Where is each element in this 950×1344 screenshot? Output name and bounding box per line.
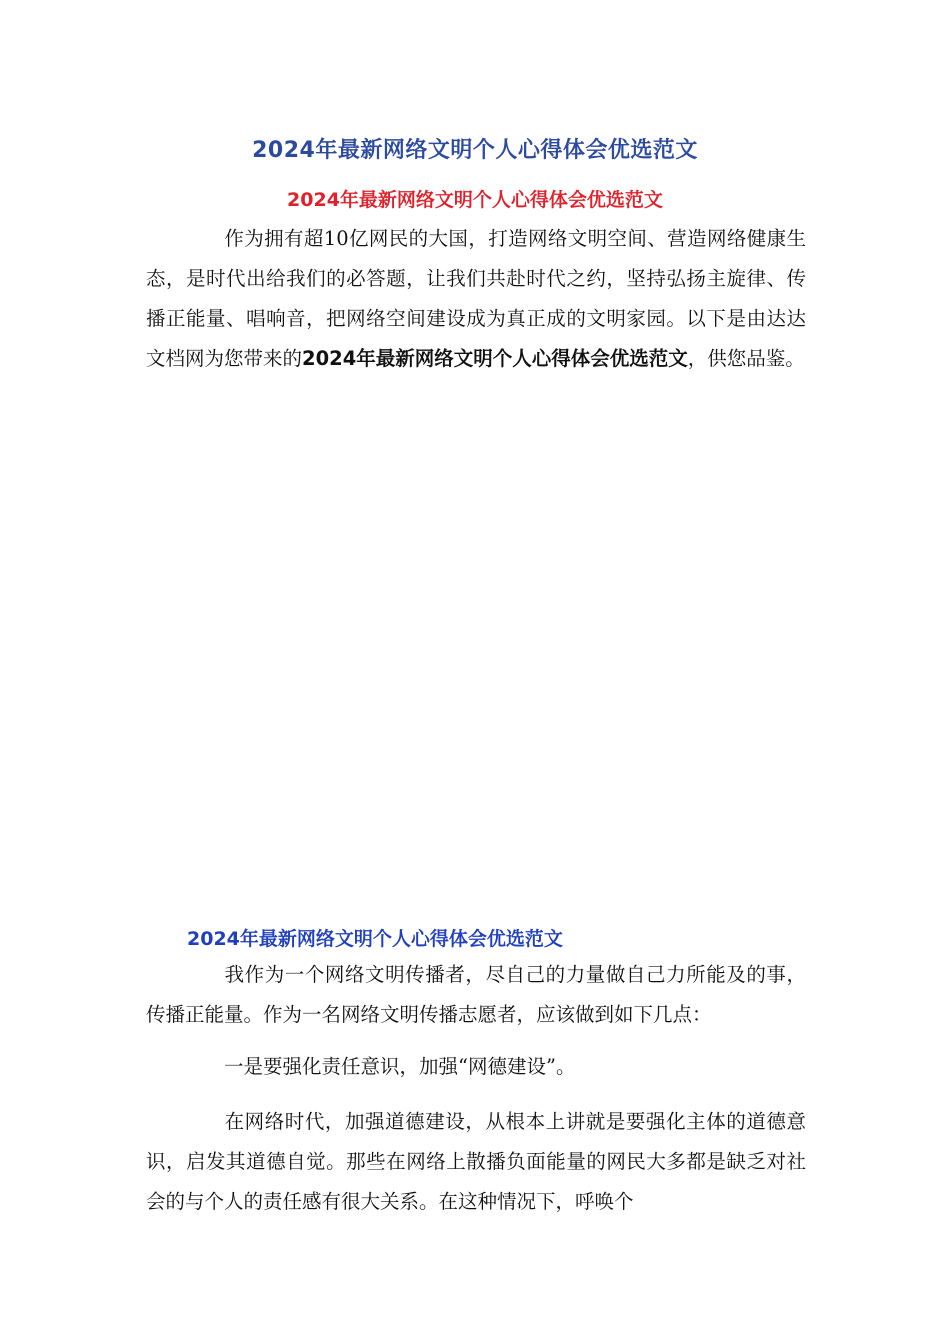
intro-tail: ，供您品鉴。 [687,347,805,370]
section-title-red: 2024年最新网络文明个人心得体会优选范文 [287,189,663,211]
intro-text: 作为拥有超10亿网民的大国，打造网络文明空间、营造网络健康生态，是时代出给我们的必答题，让我们共赴时代之约，坚持弘扬主旋律、传播正能量、唱响音，把网络空间建设成为真正成的文明家园。以下是由达达文档网为您带来的 [146,227,806,370]
body-paragraph-1 [146,955,806,1035]
body-paragraph-3 [146,1102,806,1222]
body-paragraph-1-text: 我作为一个网络文明传播者，尽自己的力量做自己力所能及的事，传播正能量。作为一名网络文明传播志愿者，应该做到如下几点： [146,963,806,1026]
section-title-blue: 2024年最新网络文明个人心得体会优选范文 [187,928,563,950]
intro-paragraph [146,219,806,379]
document-title: 2024年最新网络文明个人心得体会优选范文 [252,138,698,163]
body-paragraph-2 [146,1047,806,1087]
intro-bold-title: 2024年最新网络文明个人心得体会优选范文 [302,347,688,370]
body-paragraph-3-text: 在网络时代，加强道德建设，从根本上讲就是要强化主体的道德意识，启发其道德自觉。那些在网络上散播负面能量的网民大多都是缺乏对社会的与个人的责任感有很大关系。在这种情况下，呼唤个 [146,1110,806,1213]
body-paragraph-2-text: 一是要强化责任意识，加强“网德建设”。 [224,1055,576,1078]
